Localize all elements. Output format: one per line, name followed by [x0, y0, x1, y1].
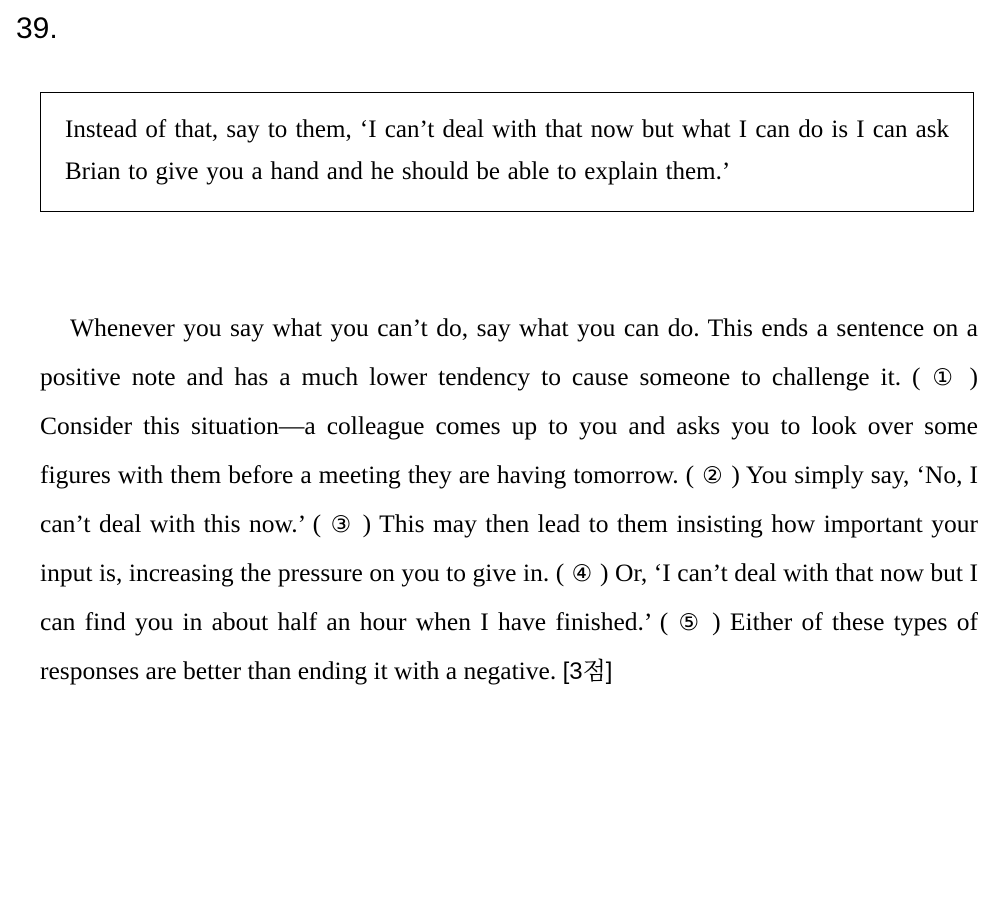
blank-marker-9: ⑤	[668, 609, 713, 636]
passage-segment: ) Or, ‘I can’t deal with that now but I can find you in about half an hour when I have finished.’ (	[40, 557, 978, 636]
passage-segment: ) You simply say, ‘No, I can’t deal with this now.’ (	[40, 459, 978, 538]
passage-text	[40, 313, 978, 685]
blank-marker-3: ②	[694, 462, 732, 489]
passage-segment: ) Either of these types of responses are better than ending it with a negative.	[40, 606, 978, 685]
blank-marker-7: ④	[564, 560, 600, 587]
given-sentence-box	[40, 92, 974, 212]
passage-segment: Whenever you say what you can’t do, say what you can do. This ends a sentence on a positive note and has a much lower tendency to cause someone to challenge it. (	[40, 313, 978, 391]
points-note: [3점]	[562, 657, 613, 685]
blank-marker-1: ①	[920, 364, 970, 391]
question-number: 39.	[16, 12, 58, 45]
blank-marker-5: ③	[321, 511, 363, 538]
passage-body	[40, 304, 978, 696]
passage-segment: ) This may then lead to them insisting how important your input is, increasing the pressure on you to give in. (	[40, 508, 978, 587]
passage-segment: ) Consider this situation—a colleague comes up to you and asks you to look over some figures with them before a meeting they are having tomorrow. (	[40, 361, 979, 489]
given-sentence-text: Instead of that, say to them, ‘I can’t deal with that now but what I can do is I can ask Brian to give you a hand and he should be able to explain them.’	[65, 116, 949, 185]
